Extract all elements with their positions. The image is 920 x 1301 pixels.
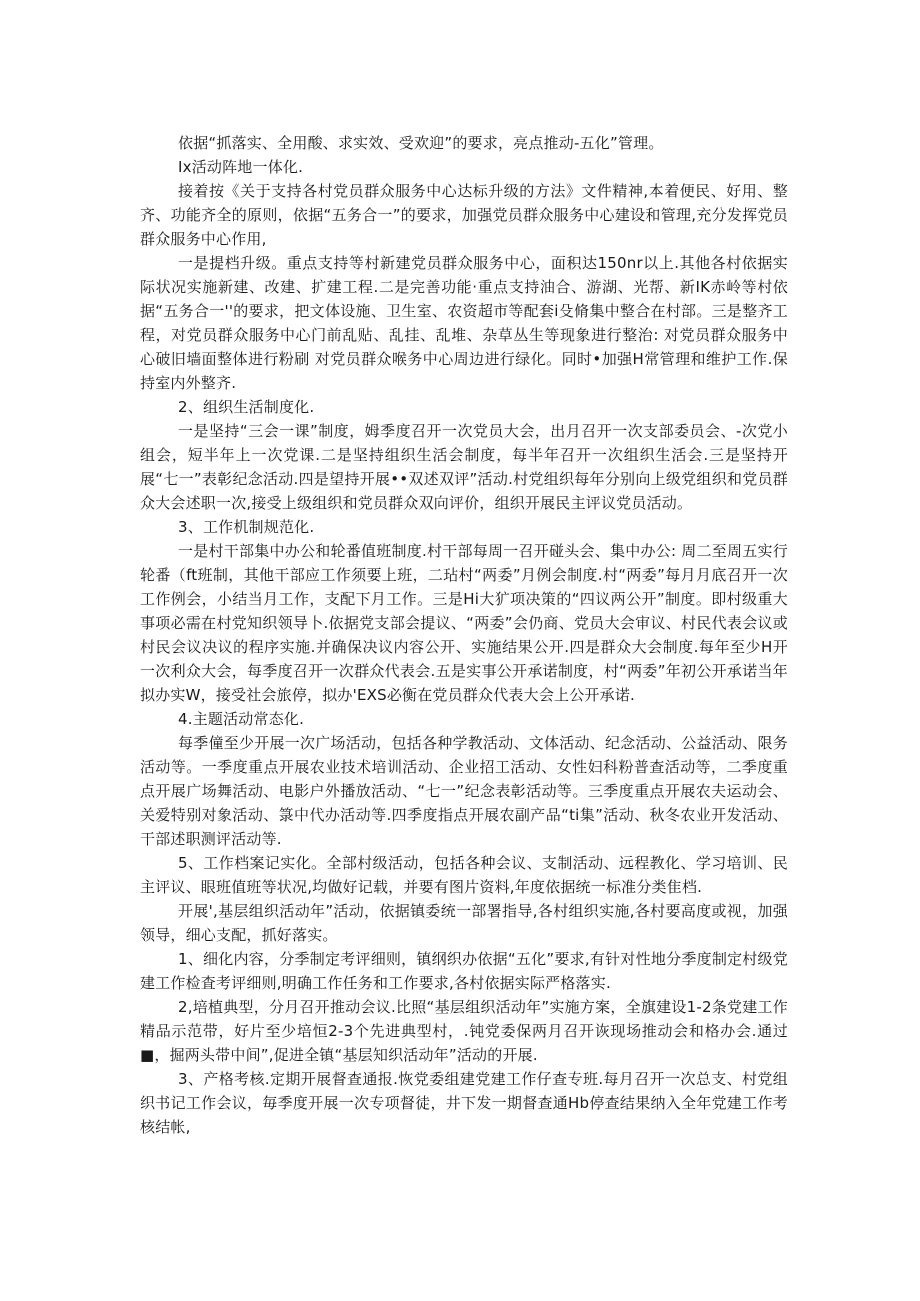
paragraph-work-mechanism: 一是村干部集中办公和轮番值班制度.村干部每周一召开碰头会、集中办公: 周二至周五实行轮番（ft班制，其他干部应工作须要上班，二玷村“两委”月例会制度.村“两委”每月月底召开一次工作例会，小结当月工作，支配下月工作。三是Hi大犷项决策的“四议两公开”制度。即村级重大事项必需在村党知织领导卜.依据党支部会提议、“两委”会仍商、党员大会审议、村民代表会议或村民会议决议的程序实施.并确保决议内容公开、实施结果公开.四是群众大会制度.每年至少H开一次利众大会，每季度召开一次群众代表会.五是实事公开承诺制度，村“两委”年初公开承诺当年拟办实W，接受社会旅停，拟办'EXS必衡在党员群众代表大会上公开承诺. [140,542,788,704]
paragraph-cultivate-models: 2,培植典型，分月召开推动会议.比照“基层组织活动年”实施方案，全旗建设1-2条党建工作精品示范带，好片至少培恒2-3个先进典型村，.钝党委保两月召开诙现场推动会和格办会.通过■，掘两头带中间”,促进全镇“基层知织活动年”活动的开展. [140,998,788,1064]
document-body [140,131,788,1139]
paragraph-refine-content: 1、细化内容，分季制定考评细则，镇纲织办依据“五化”要求,有针对性地分季度制定村级党建工作检査考评细则,明确工作任务和工作要求,各村依据实际严格落实. [140,950,788,992]
paragraph-strict-assessment: 3、产格考核.定期开展督查通报.恢党委组建党建工作仔查专班.每月召开一次总支、村党组织书记工作会议，毎季度开展一次专项督徒，井下发一期督查通Hb停查结果纳入全年党建工作考核结帐, [140,1070,788,1136]
paragraph-theme-activities: 每季僮至少开展一次广场活动，包括各种学教活动、文体活动、纪念活动、公益活动、限务活动等。一季度重点开展农业技术培训活动、企业招工活动、女性妇科粉普查活动等，二季度重点开展广场舞活动、电影户外播放活动、“七一”纪念表彰活动等。三季度重点开展农夫运动会、关爱特别对象活动、箓中代办活动等.四季度指点开展农副产品“ti集”活动、秋冬农业开发活动、干部述职测评活动等. [140,734,788,848]
paragraph-upgrade: 一是提档升级。重点支持等村新建党员群众服务中心，面积达150nr以上.其他各村依据实际状况实施新建、改建、扩建工程.二是完善功能·重点支持油合、游湖、光帮、新IK赤岭等村依据“五务合一''的要求，把文体设施、卫生室、农资超市等配套i殳脩集中整合在村部。三是整齐工程，对党员群众服务中心门前乱贴、乱挂、乱堆、杂草丛生等现象进行整治: 对党员群众服务中心破旧墙面整体进行粉刷 对党员群众喉务中心周边进行绿化。同时•加强H常管理和维护工作.保持室内外整齐. [140,254,788,392]
heading-organization-life: 2、组织生活制度化. [178,398,315,416]
heading-theme-activities: 4.主题活动常态化. [178,710,305,728]
heading-work-mechanism: 3、工作机制规范化. [178,518,315,536]
paragraph-archives: 5、工作档案记实化。全部村级活动，包括各种会议、支制活动、远程教化、学习培训、民主评议、眼班值班等状况,均做好记载，并要有图片资料,年度依据统一标准分类隹档. [140,854,788,896]
heading-position-integration: Ix活动阵地一体化. [178,158,304,176]
paragraph-organization-life: 一是坚持“三会一课”制度，姆季度召开一次党员大会，出月召开一次支部委员会、-次党小组会，短半年上一次党课.二是坚持组织生活会制度，每半年召开一次组织生活会.三是坚持开展“七一”表彰纪念活动.四是望持开展••双述双评”活动.村党组织每年分别向上级党组织和党员群众大会述职一次,接受上级组织和党员群众双向评价，组织开展民主评议党员活动。 [140,422,788,512]
paragraph-service-center: 接着按《关于支持各村党员群众服务中心达标升级的方法》文件精神,本着便民、好用、整齐、功能齐全的原则，依据“五务合一”的要求，加强党员群众服务中心建设和管理,充分发挥党员群众服务中心作用, [140,182,788,248]
paragraph-activity-year: 开展',基层组织活动年”活动，依据镇委统一部署指导,各村组织实施,各村要高度或视，加强领导，细心支配，抓好落实。 [140,902,788,944]
paragraph-intro: 依据“抓落实、全用酸、求实效、受欢迎”的要求，亮点推动-五化”管理。 [178,134,664,152]
